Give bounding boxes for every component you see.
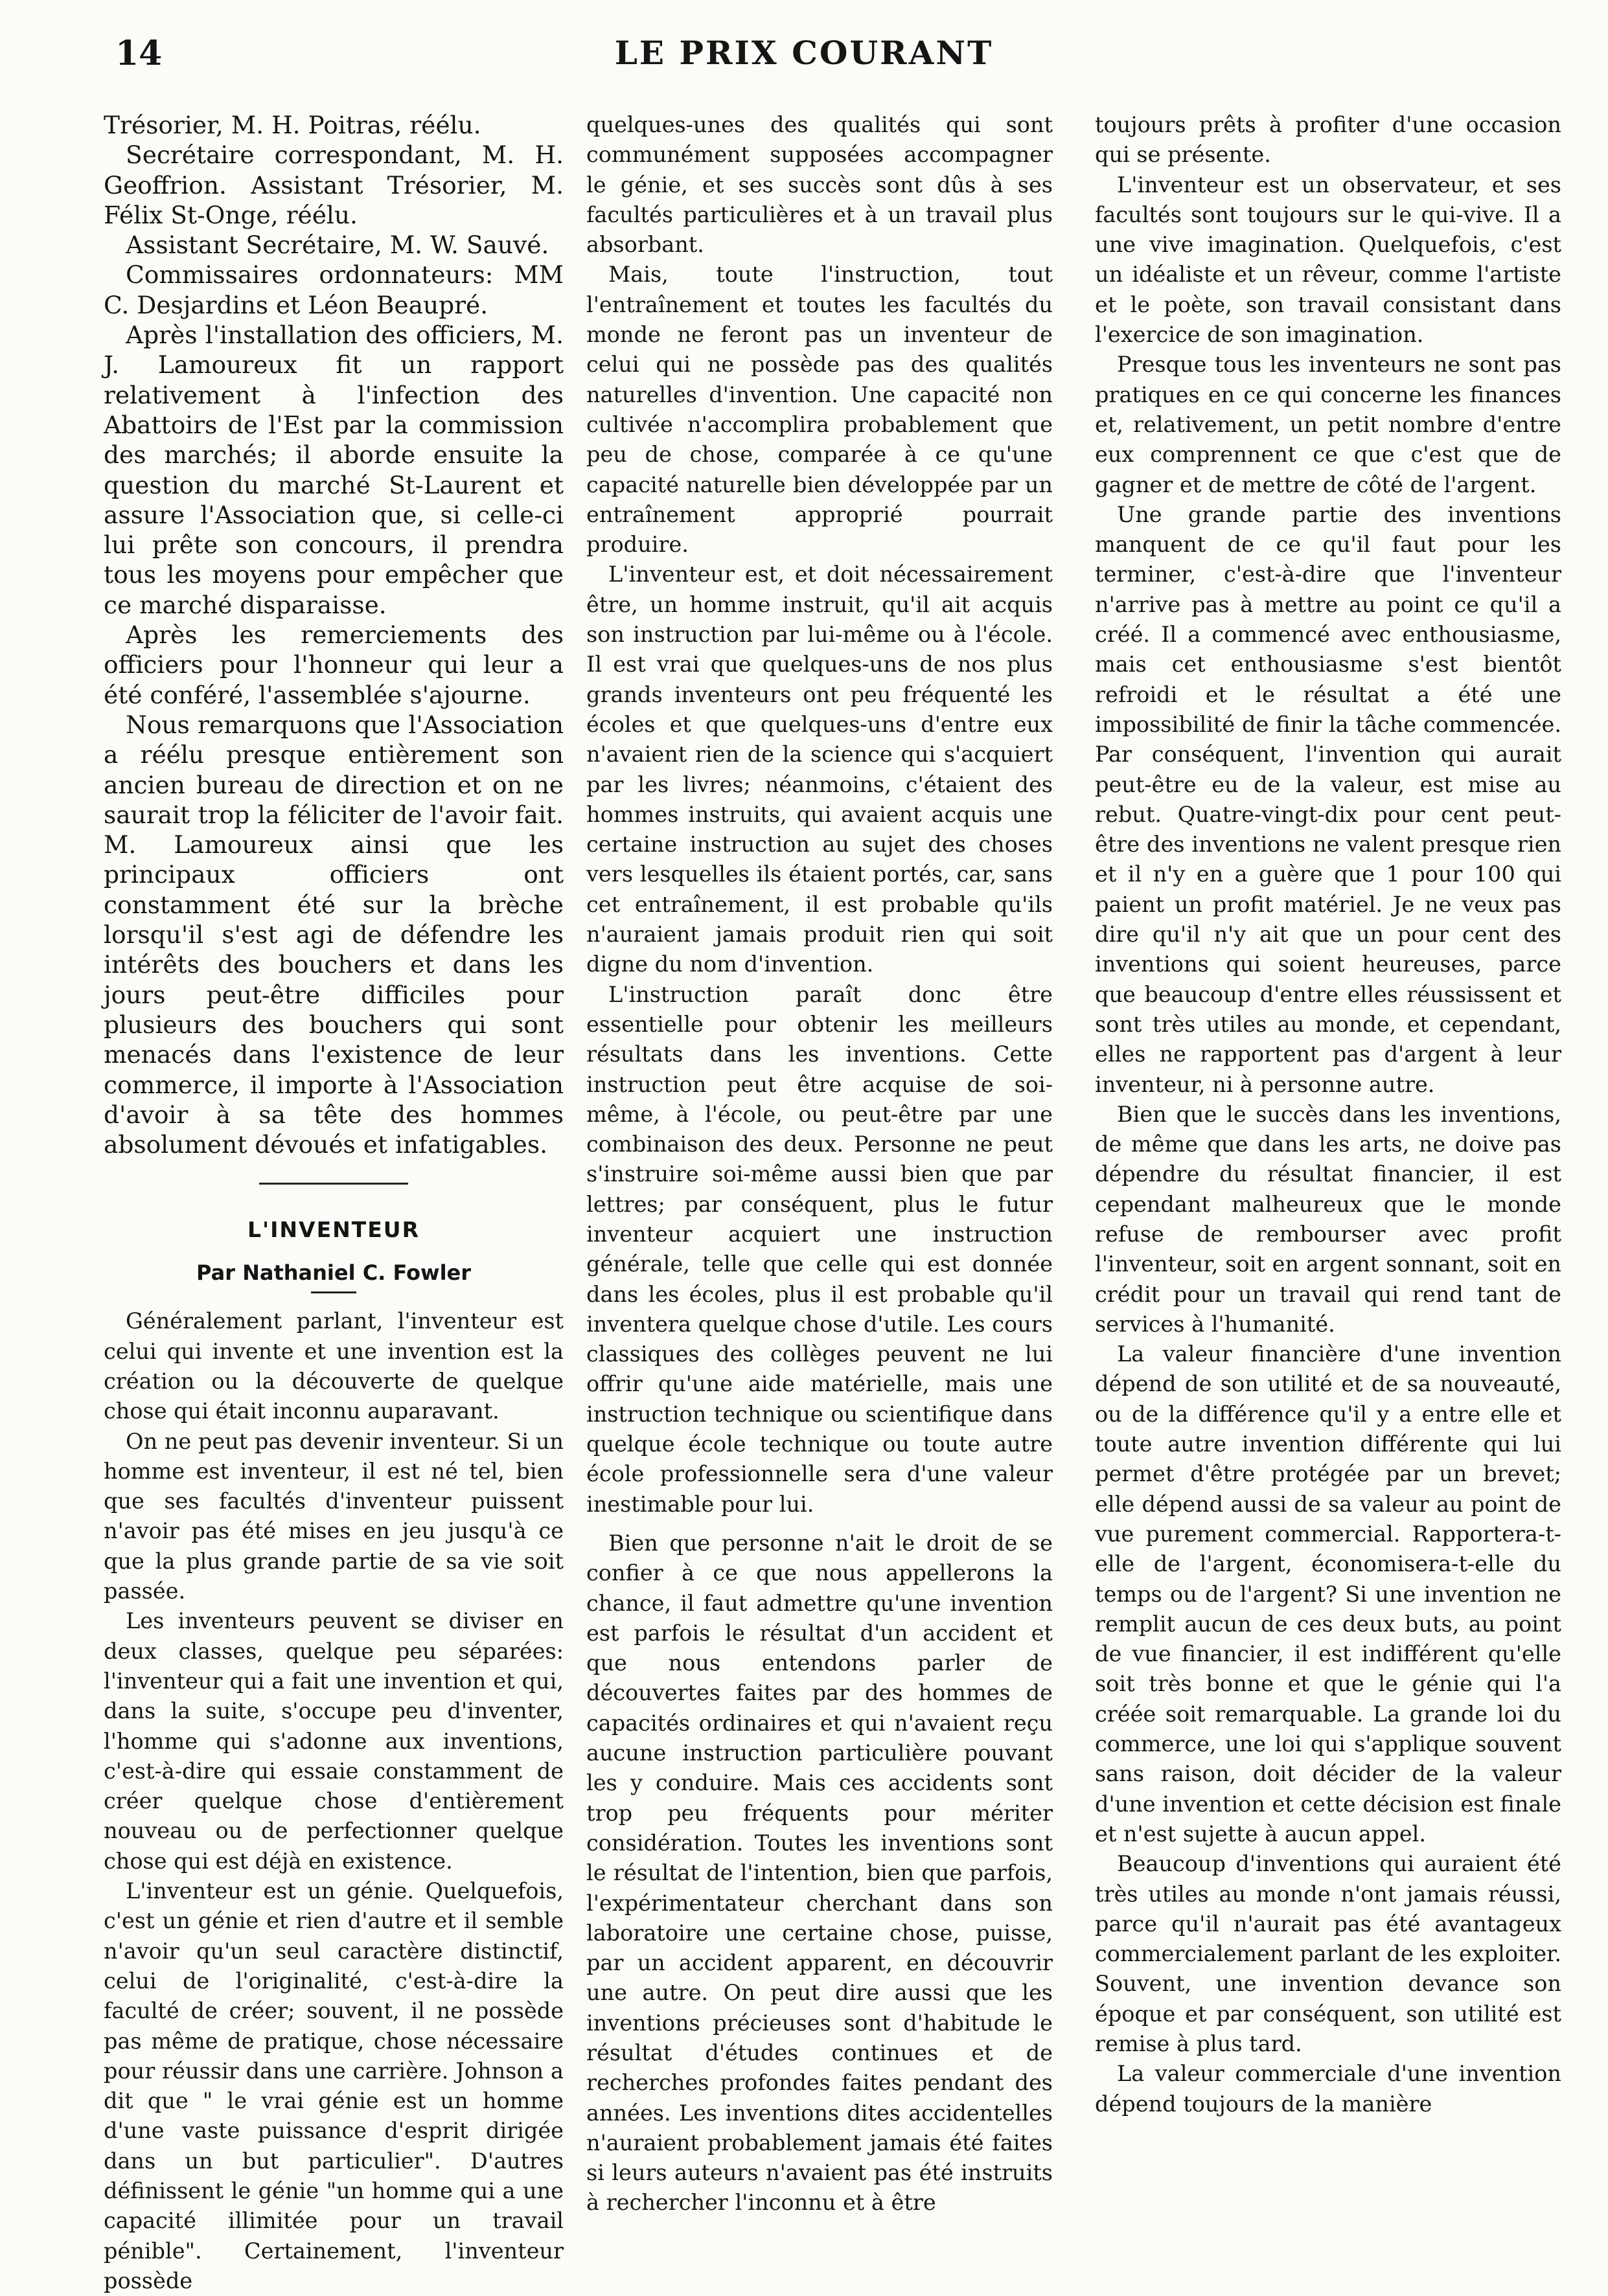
paragraph: Bien que personne n'ait le droit de se confier à ce que nous appellerons la chance, il faut admettre qu'une invention est parfois le résultat d'un accident et que nous entendons parler de découvertes faites par des hommes de capacités ordinaires et qui n'avaient reçu aucune instruction particulière pouvant les y conduire. Mais ces accidents sont trop peu fréquents pour mériter considération. Toutes les inventions sont le résultat de l'intention, bien que parfois, l'expérimentateur cherchant dans son laboratoire une certaine chose, puisse, par un accident apparent, en découvrir une autre. On peut dire aussi que les inventions précieuses sont d'habitude le résultat d'études continues et de recherches profondes faites pendant des années. Les inventions dites accidentelles n'auraient probablement jamais été faites si leurs auteurs n'avaient pas été instruits à rechercher l'inconnu et à être xyxy=(586,1530,1053,2216)
paragraph: Beaucoup d'inventions qui auraient été très utiles au monde n'ont jamais réussi, parce qu'il n'aurait pas été avantageux commercialement parlant de les exploiter. Souvent, une invention devance son époque et par conséquent, son utilité est remise à plus tard. xyxy=(1095,1851,1561,2056)
paragraph: Mais, toute l'instruction, tout l'entraînement et toutes les facultés du monde ne feront pas un inventeur de celui qui ne possède pas des qualités naturelles d'invention. Une capacité non cultivée n'accomplira probablement que peu de chose, comparée à ce qu'une capacité naturelle bien développée par un entraînement approprié pourrait produire. xyxy=(586,262,1053,558)
journal-title: LE PRIX COURANT xyxy=(614,34,994,72)
paragraph: Commissaires ordonnateurs: MM C. Desjardins et Léon Beaupré. xyxy=(104,260,564,319)
paragraph: L'inventeur est, et doit nécessairement être, un homme instruit, qu'il ait acquis son instruction par lui-même ou à l'école. Il est vrai que quelques-uns de nos plus grands inventeurs ont peu fréquenté les écoles et que quelques-uns d'entre eux n'avaient rien de la science qui s'acquiert par les livres; néanmoins, c'étaient des hommes instruits, qui avaient acquis une certaine instruction au sujet des choses vers lesquelles ils étaient portés, car, sans cet entraînement, il est probable qu'ils n'auraient jamais produit rien qui soit digne du nom d'invention. xyxy=(586,562,1053,977)
page-number: 14 xyxy=(115,34,163,73)
paragraph: Presque tous les inventeurs ne sont pas pratiques en ce qui concerne les finances et, relativement, un petit nombre d'entre eux comprennent ce que c'est que de gagner et de mettre de côté de l'argent. xyxy=(1095,352,1561,497)
paragraph: L'inventeur est un observateur, et ses facultés sont toujours sur le qui-vive. Il a une vive imagination. Quelquefois, c'est un idéaliste et un rêveur, comme l'artiste et le poète, son travail consistant dans l'exercice de son imagination. xyxy=(1095,172,1561,348)
paragraph: toujours prêts à profiter d'une occasion qui se présente. xyxy=(1095,112,1561,168)
article-title: L'INVENTEUR xyxy=(247,1217,420,1243)
paragraph: Généralement parlant, l'inventeur est celui qui invente et une invention est la création ou la découverte de quelque chose qui était inconnu auparavant. xyxy=(104,1308,564,1424)
paragraph: Trésorier, M. H. Poitras, réélu. xyxy=(104,111,481,139)
page-header xyxy=(0,34,1608,79)
column-3 xyxy=(1095,110,1561,2119)
section-divider xyxy=(259,1183,408,1185)
paragraph: Après les remerciements des officiers pour l'honneur qui leur a été conféré, l'assemblée s'ajourne. xyxy=(104,620,564,709)
paragraph: L'instruction paraît donc être essentielle pour obtenir les meilleurs résultats dans les inventions. Cette instruction peut être acquise de soi-même, à l'école, ou peut-être par une combinaison des deux. Personne ne peut s'instruire soi-même aussi bien que par lettres; par conséquent, plus le futur inventeur acquiert une instruction générale, telle que celle qui est donnée dans les écoles, plus il est probable qu'il inventera quelque chose d'utile. Les cours classiques des collèges peuvent ne lui offrir qu'une aide matérielle, mais une instruction technique ou scientifique dans quelque école technique ou toute autre école professionnelle sera d'une valeur inestimable pour lui. xyxy=(586,981,1053,1517)
column-2 xyxy=(586,110,1053,2218)
paragraph: On ne peut pas devenir inventeur. Si un homme est inventeur, il est né tel, bien que ses facultés d'inventeur puissent n'avoir pas été mises en jeu jusqu'à ce que la plus grande partie de sa vie soit passée. xyxy=(104,1428,564,1604)
paragraph: quelques-unes des qualités qui sont communément supposées accompagner le génie, et ses succès sont dûs à ses facultés particulières et à un travail plus absorbant. xyxy=(586,112,1053,258)
paragraph: Les inventeurs peuvent se diviser en deux classes, quelque peu séparées: l'inventeur qui a fait une invention et qui, dans la suite, s'occupe peu d'inventer, l'homme qui s'adonne aux inventions, c'est-à-dire qui essaie constamment de créer quelque chose d'entièrement nouveau ou de perfectionner quelque chose qui est déjà en existence. xyxy=(104,1608,564,1874)
paragraph: Une grande partie des inventions manquent de ce qu'il faut pour les terminer, c'est-à-dire que l'inventeur n'arrive pas à mettre au point ce qu'il a créé. Il a commencé avec enthousiasme, mais cet enthousiasme s'est bientôt refroidi et le résultat a été une impossibilité de finir la tâche commencée. Par conséquent, l'invention qui aurait peut-être eu de la valeur, est mise au rebut. Quatre-vingt-dix pour cent peut-être des inventions ne valent presque rien et il n'y en a guère que 1 pour 100 qui paient un profit matériel. Je ne veux pas dire qu'il n'y ait que un pour cent des inventions qui soient heureuses, parce que beaucoup d'entre elles réussissent et sont très utiles au monde, et cependant, elles ne rapportent pas d'argent à leur inventeur, ni à personne autre. xyxy=(1095,501,1561,1097)
paragraph: Bien que le succès dans les inventions, de même que dans les arts, ne doive pas dépendre du résultat financier, il est cependant malheureux que le monde refuse de rembourser avec profit l'inventeur, soit en argent sonnant, soit en crédit pour un travail qui rend tant de services à l'humanité. xyxy=(1095,1101,1561,1337)
paragraph: La valeur commerciale d'une invention dépend toujours de la manière xyxy=(1095,2061,1561,2117)
paragraph: Après l'installation des officiers, M. J. Lamoureux fit un rapport relativement à l'infection des Abattoirs de l'Est par la commission des marchés; il aborde ensuite la question du marché St-Laurent et assure l'Association que, si celle-ci lui prête son concours, il prendra tous les moyens pour empêcher que ce marché disparaisse. xyxy=(104,321,564,619)
paragraph: Assistant Secrétaire, M. W. Sauvé. xyxy=(126,231,549,260)
byline-divider xyxy=(311,1291,356,1293)
paragraph: L'inventeur est un génie. Quelquefois, c'est un génie et rien d'autre et il semble n'avoir qu'un seul caractère distinctif, celui de l'originalité, c'est-à-dire la faculté de créer; souvent, il ne possède pas même de pratique, chose nécessaire pour réussir dans une carrière. Johnson a dit que " le vrai génie est un homme d'une vaste puissance d'esprit dirigée dans un but particulier". D'autres définissent le génie "un homme qui a une capacité illimitée pour un travail pénible". Certainement, l'inventeur possède xyxy=(104,1878,564,2293)
paragraph: Nous remarquons que l'Association a réélu presque entièrement son ancien bureau de direction et on ne saurait trop la féliciter de l'avoir fait. M. Lamoureux ainsi que les principaux officiers ont constamment été sur la brèche lorsqu'il s'est agi de défendre les intérêts des bouchers et dans les jours peut-être difficiles pour plusieurs des bouchers qui sont menacés dans l'existence de leur commerce, il importe à l'Association d'avoir à sa tête des hommes absolument dévoués et infatigables. xyxy=(104,710,564,1159)
column-1 xyxy=(104,110,564,2296)
article-byline: Par Nathaniel C. Fowler xyxy=(196,1260,472,1286)
paragraph: Secrétaire correspondant, M. H. Geoffrion. Assistant Trésorier, M. Félix St-Onge, réélu. xyxy=(104,141,564,229)
paragraph: La valeur financière d'une invention dépend de son utilité et de sa nouveauté, ou de la différence qu'il y a entre elle et toute autre invention différente qui lui permet d'être protégée par un brevet; elle dépend aussi de sa valeur au point de vue purement commercial. Rapportera-t-elle de l'argent, économisera-t-elle du temps ou de l'argent? Si une invention ne remplit aucun de ces deux buts, au point de vue financier, il est indifférent qu'elle soit très bonne et que le génie qui l'a créée soit remarquable. La grande loi du commerce, une loi qui s'applique souvent sans raison, doit décider de la valeur d'une invention et cette décision est finale et n'est sujette à aucun appel. xyxy=(1095,1341,1561,1847)
